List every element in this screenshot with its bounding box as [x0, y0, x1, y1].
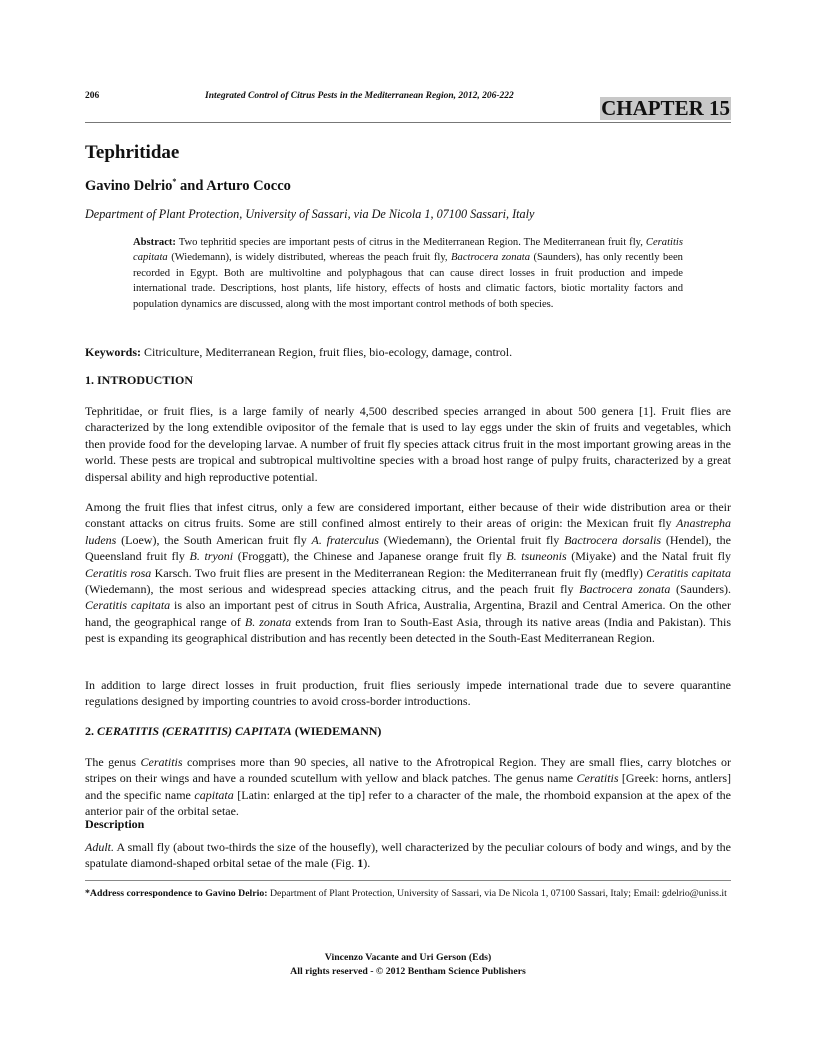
text-run: The genus [85, 755, 141, 769]
text-run: B. zonata [244, 614, 292, 629]
section-heading-ceratitis [85, 724, 381, 739]
footnote-rule [85, 880, 731, 881]
text-run: B. tsuneonis [506, 549, 567, 564]
text-run: Bactrocera dorsalis [564, 532, 662, 547]
text-run: (Saunders). [670, 582, 732, 597]
chapter-title: Tephritidae [85, 142, 180, 163]
page-number: 206 [85, 91, 100, 101]
text-run: CERATITIS (CERATITIS) CAPITATA [97, 724, 292, 738]
text-run: (Wiedemann), is widely distributed, whereas the peach fruit fly, [167, 252, 452, 264]
text-run: A small fly (about two-thirds the size of the housefly), well characterized by the peculiar colours of body and wings, and by the spatulate diamond-shaped orbital setae of the male (Fig. [85, 840, 731, 871]
text-run: ). [363, 856, 371, 871]
text-run: In addition to large direct losses in fruit production, fruit flies seriously impede international trade due to severe quarantine regulations designed by importing countries to avoid cross-border introductions. [85, 678, 731, 709]
footnote [85, 887, 731, 901]
chapter-label: CHAPTER 15 [601, 96, 730, 120]
text-run: Ceratitis capitata [646, 565, 732, 580]
text-run: (Wiedemann), the most serious and widespread species attacking citrus, and the peach fruit fly [85, 582, 580, 597]
text-run: Ceratitis rosa [85, 565, 152, 580]
journal-citation: Integrated Control of Citrus Pests in the Mediterranean Region, 2012, 206-222 [205, 91, 514, 101]
text-run: is also an important pest of citrus in South Africa, Australia, Argentina, Brazil and Central America. On the other hand, the geographical range of [85, 598, 731, 629]
text-run: (WIEDEMANN) [291, 724, 382, 738]
abstract [133, 235, 683, 312]
affiliation: Department of Plant Protection, University of Sassari, via De Nicola 1, 07100 Sassari, Italy [85, 207, 535, 221]
header-rule [85, 122, 731, 123]
text-run: Ceratitis capitata [85, 598, 171, 613]
text-run: (Saunders), has only recently been recorded in Egypt. Both are multivoltine and polyphagous that can cause direct losses in fruit production and impede international trade. Descriptions, host plants, life history, effects of hosts and climatic factors, biotic mortality factors and population dynamics are discussed, along with the most important control methods of both species. [133, 252, 683, 310]
text-run: Ceratitis [140, 755, 183, 769]
text-run: Among the fruit flies that infest citrus, only a few are considered important, either because of their wide distribution area or their constant attacks on citrus fruits. Some are still confined almost entirely to their areas of origin: the Mexican fruit fly [85, 500, 731, 531]
text-run: Abstract: [133, 237, 176, 248]
text-run: Bactrocera zonata [579, 582, 671, 597]
publisher-footer [85, 951, 731, 979]
editors: Vincenzo Vacante and Uri Gerson (Eds) [324, 952, 492, 963]
subheading-description: Description [85, 817, 145, 831]
authors [85, 177, 291, 195]
rights-notice: All rights reserved - © 2012 Bentham Science Publishers [290, 966, 526, 977]
text-run: Ceratitis capitata [133, 237, 683, 264]
keywords [85, 344, 731, 360]
section-heading-introduction: 1. INTRODUCTION [85, 373, 194, 387]
text-run: (Hendel), the Queensland fruit fly [85, 532, 731, 564]
description-paragraph [85, 839, 731, 872]
text-run: Bactrocera zonata [451, 252, 531, 264]
text-run: *Address correspondence to Gavino Delrio: [85, 888, 268, 899]
text-run: [Greek: horns, antlers] and the specific name [85, 771, 731, 802]
intro-paragraph-2 [85, 499, 731, 647]
text-run: (Loew), the South American fruit fly [116, 532, 312, 547]
text-run: Tephritidae, or fruit flies, is a large family of nearly 4,500 described species arranged in about 500 genera [1]. Fruit flies are characterized by the long extendible ovipositor of the female that is used to lay eggs under the skin of fruits and vegetables, which then provide food for the developing larvae. A number of fruit fly species attack citrus fruit in the most important growing areas in the world. These pests are tropical and subtropical multivoltine species with a broad host range of pulpy fruits, characterized by a great dispersal ability and high reproductive potential. [85, 404, 731, 484]
text-run: Keywords: [85, 345, 141, 359]
text-run: 2. [85, 724, 97, 738]
text-run: Two tephritid species are important pests of citrus in the Mediterranean Region. The Mediterranean fruit fly, [175, 237, 646, 248]
author-rest: and Arturo Cocco [176, 177, 291, 194]
text-run: extends from Iran to South-East Asia, through its native areas (India and Pakistan). This pest is expanding its geographical distribution and has recently been detected in the South-East Mediterranean Region. [85, 614, 731, 646]
ceratitis-paragraph [85, 754, 731, 820]
intro-paragraph-1 [85, 403, 731, 485]
text-run: [Latin: enlarged at the tip] refer to a character of the male, the rhomboid expansion at the apex of the anterior pair of the orbital setae. [85, 787, 731, 819]
text-run: A. fraterculus [311, 532, 379, 547]
text-run: B. tryoni [189, 549, 234, 564]
text-run: Citriculture, Mediterranean Region, fruit flies, bio-ecology, damage, control. [141, 345, 513, 359]
text-run: (Miyake) and the Natal fruit fly [566, 549, 731, 564]
text-run: (Froggatt), the Chinese and Japanese orange fruit fly [233, 549, 507, 564]
text-run: Adult. [85, 840, 114, 854]
text-run: Karsch. Two fruit flies are present in the Mediterranean Region: the Mediterranean fruit fly (medfly) [151, 565, 647, 580]
text-run: Department of Plant Protection, University of Sassari, via De Nicola 1, 07100 Sassari, Italy; Email: gdelrio@uniss.it [267, 888, 727, 899]
text-run: Anastrepha ludens [85, 516, 731, 547]
text-run: comprises more than 90 species, all native to the Afrotropical Region. They are small flies, carry blotches or stripes on their wings and have a rounded scutellum with yellow and black patches. The genus name [85, 755, 732, 786]
text-run: (Wiedemann), the Oriental fruit fly [378, 532, 565, 547]
text-run: 1 [357, 856, 364, 871]
correspondence-mark: * [172, 177, 177, 186]
text-run: Ceratitis [576, 771, 619, 786]
intro-paragraph-3 [85, 677, 731, 710]
author-first: Gavino Delrio [85, 177, 173, 194]
text-run: capitata [194, 787, 234, 802]
